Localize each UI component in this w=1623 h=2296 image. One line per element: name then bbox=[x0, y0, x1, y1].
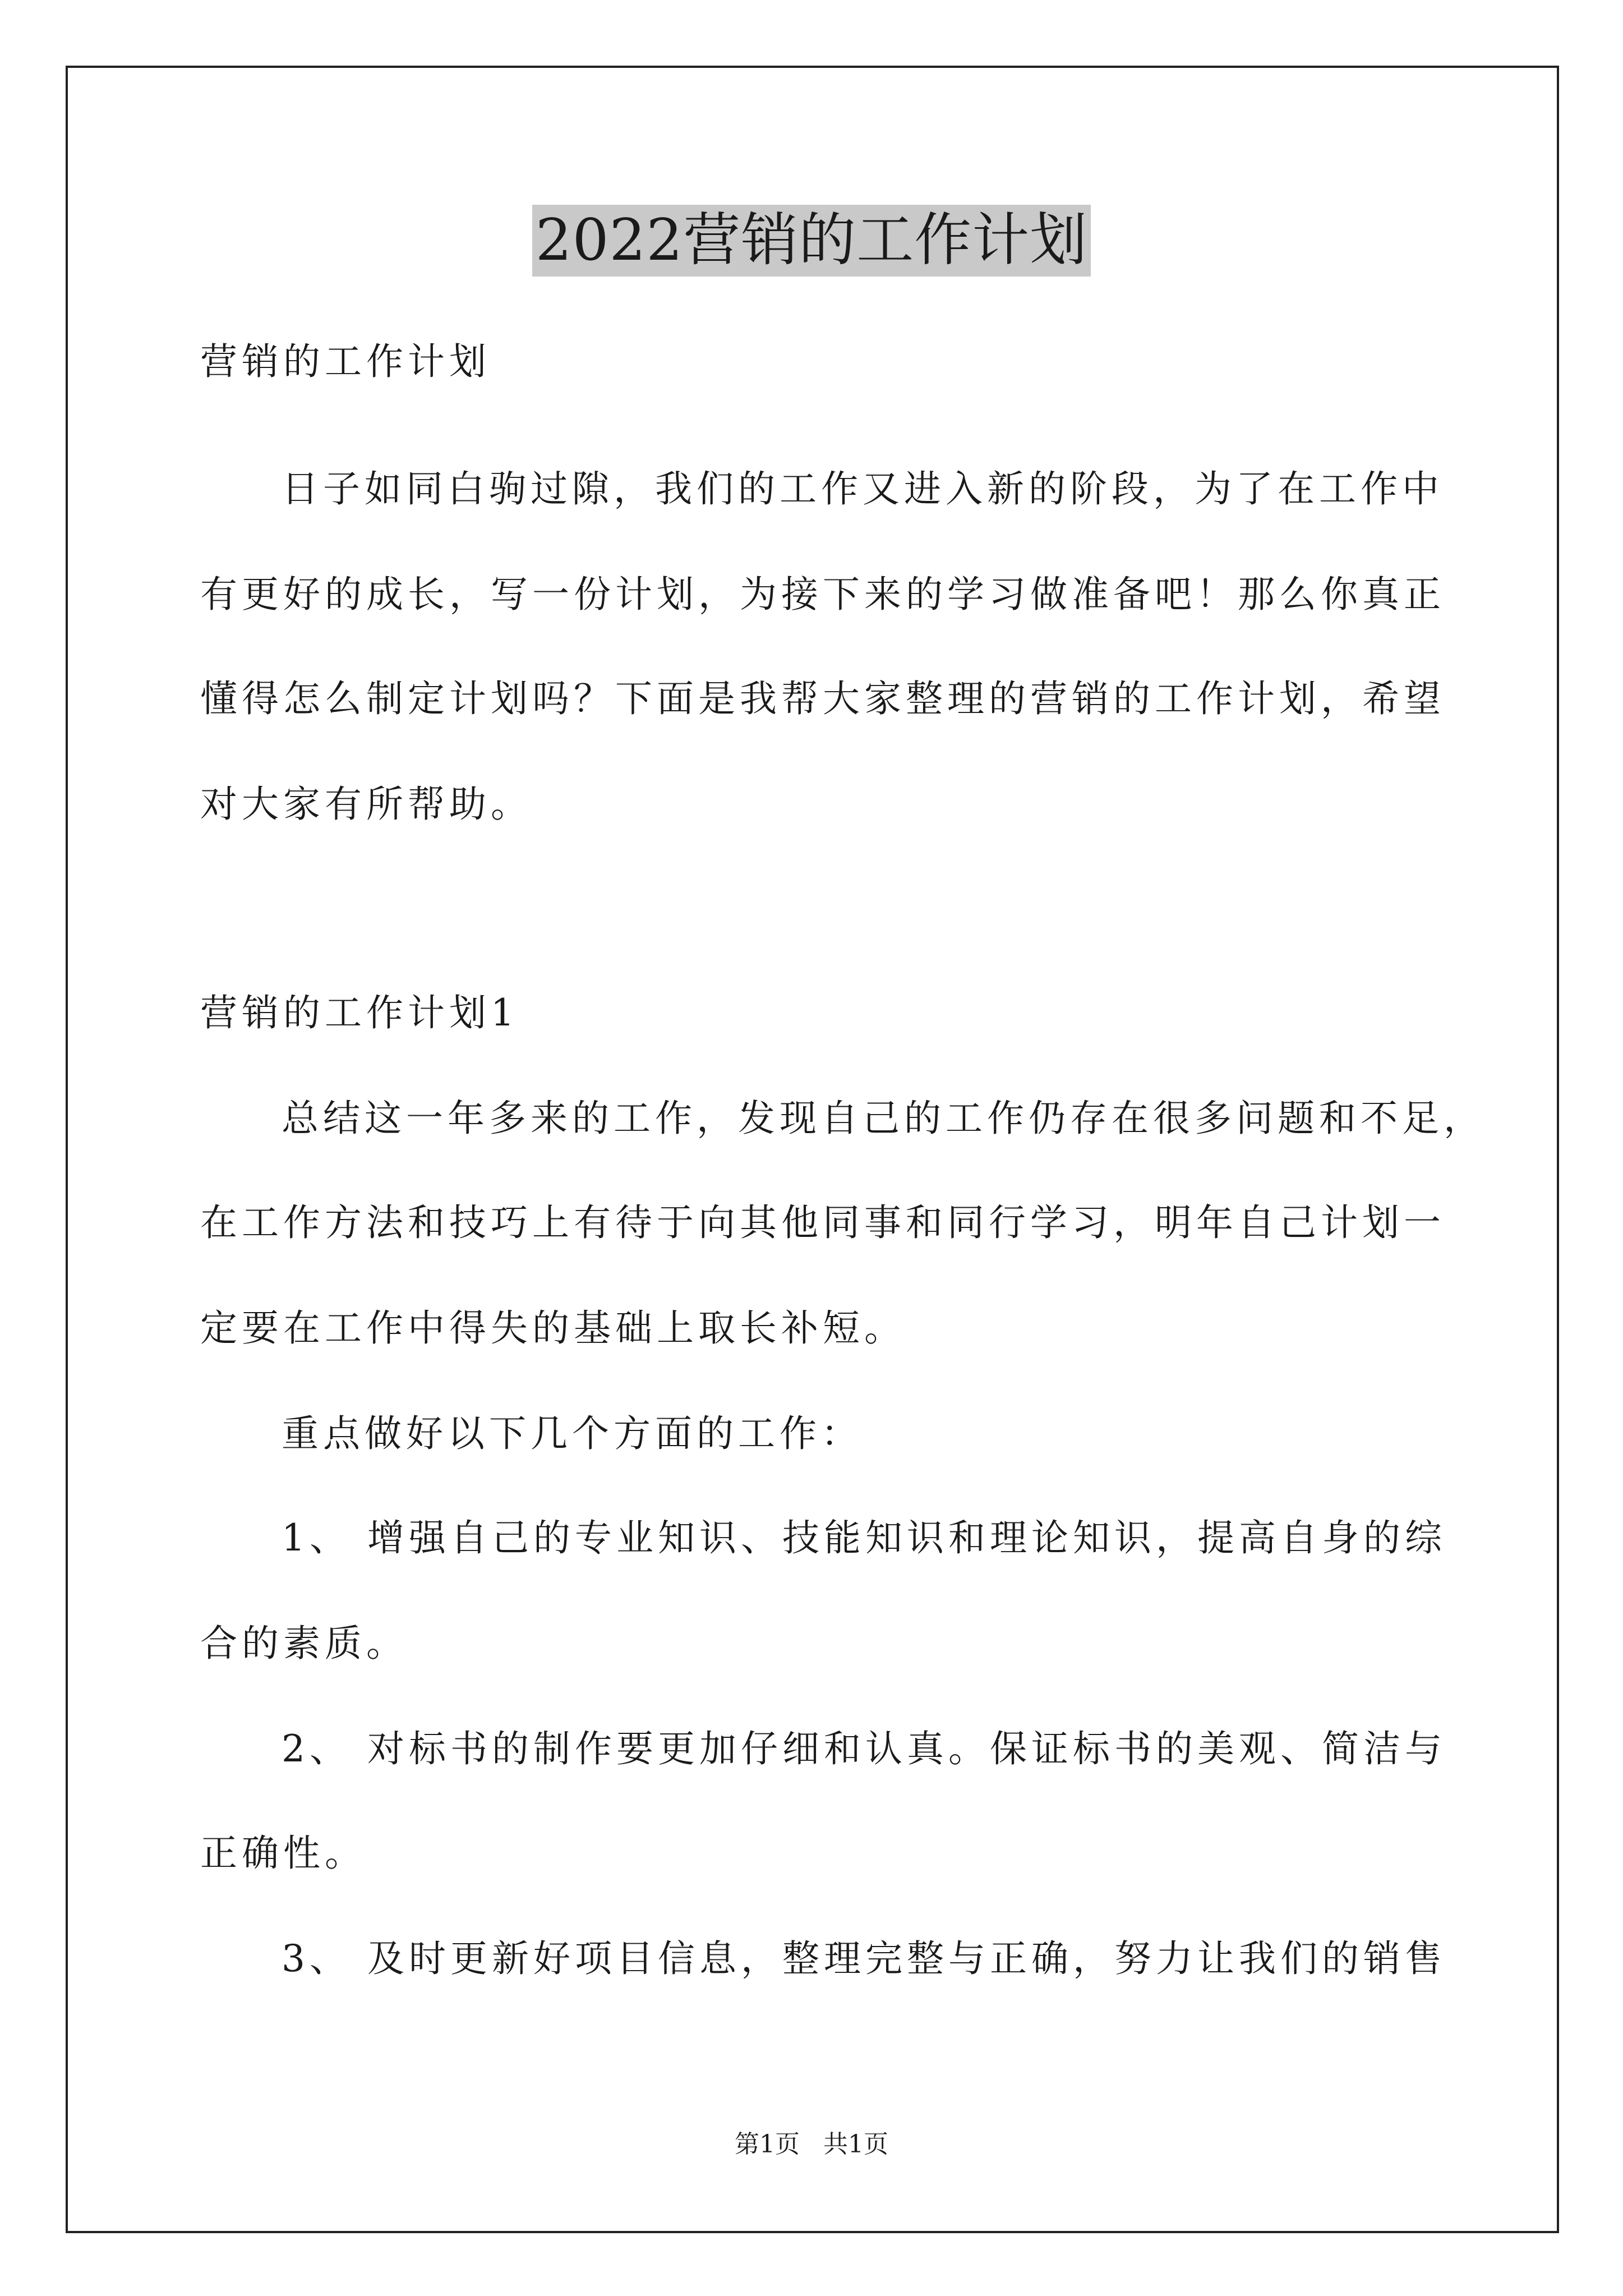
list-item-line: 1、 增强自己的专业知识、技能知识和理论知识，提高自身的综 bbox=[282, 1516, 1446, 1559]
paragraph-line: 定要在工作中得失的基础上取长补短。 bbox=[200, 1306, 906, 1350]
paragraph-line: 有更好的成长，写一份计划，为接下来的学习做准备吧！那么你真正 bbox=[200, 573, 1445, 616]
list-item-line: 合的素质。 bbox=[200, 1622, 408, 1665]
list-item-line: 3、 及时更新好项目信息，整理完整与正确，努力让我们的销售 bbox=[282, 1937, 1446, 1980]
paragraph-line: 懂得怎么制定计划吗？下面是我帮大家整理的营销的工作计划，希望 bbox=[200, 677, 1445, 720]
page-number-current: 第1页 bbox=[735, 2130, 800, 2159]
section-heading: 营销的工作计划 bbox=[200, 340, 491, 383]
paragraph-line: 对大家有所帮助。 bbox=[200, 783, 532, 826]
paragraph-line: 在工作方法和技巧上有待于向其他同事和同行学习，明年自己计划一 bbox=[200, 1201, 1445, 1244]
page-number-total: 共1页 bbox=[823, 2130, 888, 2159]
paragraph-line: 总结这一年多来的工作，发现自己的工作仍存在很多问题和不足， bbox=[282, 1097, 1485, 1140]
list-item-line: 2、 对标书的制作要更加仔细和认真。保证标书的美观、简洁与 bbox=[282, 1727, 1446, 1770]
page-footer bbox=[0, 2129, 1623, 2160]
paragraph-line: 日子如同白驹过隙，我们的工作又进入新的阶段，为了在工作中 bbox=[282, 467, 1444, 510]
title-container bbox=[0, 205, 1623, 277]
paragraph-line: 重点做好以下几个方面的工作： bbox=[282, 1412, 863, 1455]
list-item-line: 正确性。 bbox=[200, 1832, 366, 1875]
document-title: 2022营销的工作计划 bbox=[532, 205, 1091, 277]
page-border bbox=[66, 66, 1559, 2233]
section-heading: 营销的工作计划1 bbox=[200, 991, 519, 1034]
